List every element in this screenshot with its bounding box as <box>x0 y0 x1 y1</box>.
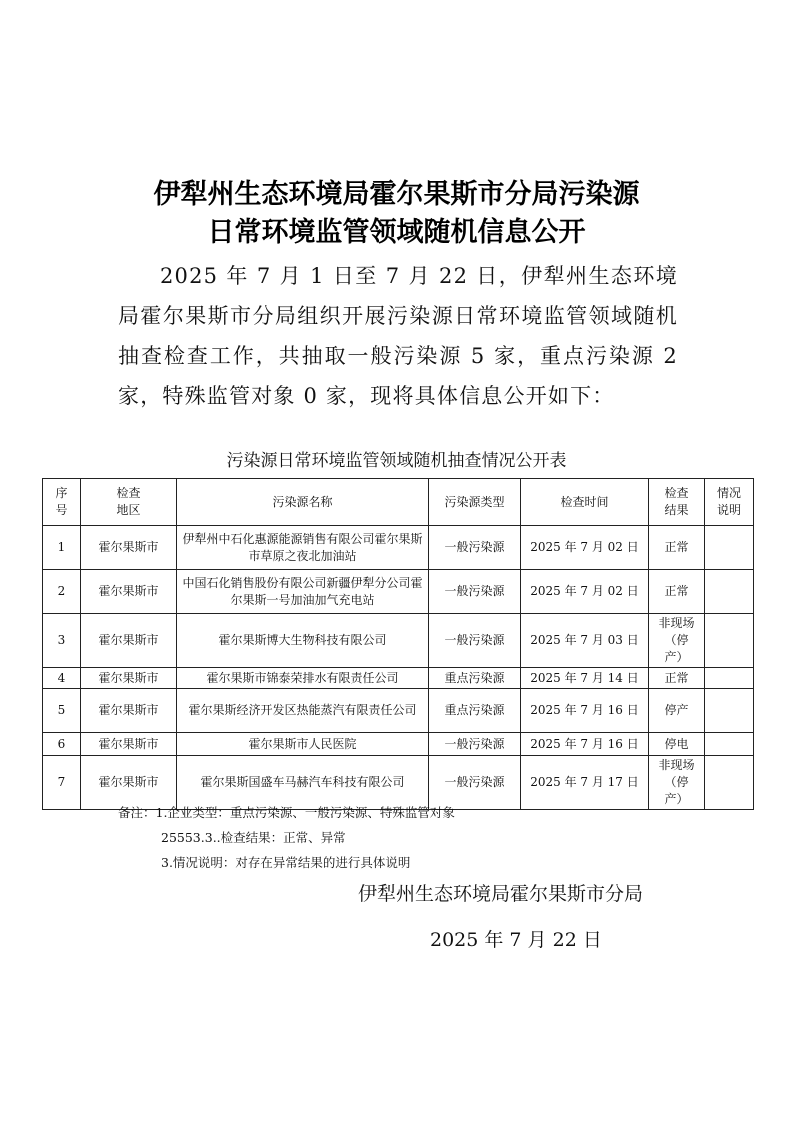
table-row <box>43 570 754 614</box>
cell-remark <box>705 570 754 614</box>
cell-time: 2025 年 7 月 02 日 <box>521 526 649 570</box>
cell-seq: 4 <box>43 668 81 689</box>
header-result <box>649 479 705 526</box>
cell-remark <box>705 689 754 733</box>
cell-type: 一般污染源 <box>429 570 521 614</box>
cell-area: 霍尔果斯市 <box>81 733 177 756</box>
header-result-label: 检查结果 <box>664 486 689 517</box>
header-name: 污染源名称 <box>177 479 429 526</box>
cell-seq: 6 <box>43 733 81 756</box>
intro-paragraph: 2025 年 7 月 1 日至 7 月 22 日，伊犁州生态环境局霍尔果斯市分局组织开展污染源日常环境监管领域随机抽查检查工作，共抽取一般污染源 5 家，重点污染源 2 家，特殊监管对象 0 家，现将具体信息公开如下： <box>118 264 678 408</box>
cell-time: 2025 年 7 月 16 日 <box>521 689 649 733</box>
header-type: 污染源类型 <box>429 479 521 526</box>
cell-name: 伊犁州中石化惠源能源销售有限公司霍尔果斯市草原之夜北加油站 <box>177 526 429 570</box>
cell-result <box>649 614 705 668</box>
notes-block <box>118 800 718 875</box>
cell-time: 2025 年 7 月 14 日 <box>521 668 649 689</box>
signature-org: 伊犁州生态环境局霍尔果斯市分局 <box>358 883 644 905</box>
note-line-3: 3.情况说明：对存在异常结果的进行具体说明 <box>161 855 411 870</box>
cell-type: 一般污染源 <box>429 756 521 810</box>
cell-result: 正常 <box>649 570 705 614</box>
cell-seq: 2 <box>43 570 81 614</box>
cell-name: 霍尔果斯市人民医院 <box>177 733 429 756</box>
signature-date: 2025 年 7 月 22 日 <box>430 929 602 951</box>
cell-area: 霍尔果斯市 <box>81 614 177 668</box>
cell-remark <box>705 614 754 668</box>
note-line-2: 25553.3..检查结果：正常、异常 <box>161 830 346 845</box>
table-row <box>43 689 754 733</box>
cell-type: 一般污染源 <box>429 614 521 668</box>
table-row <box>43 526 754 570</box>
cell-area: 霍尔果斯市 <box>81 689 177 733</box>
cell-name: 霍尔果斯国盛车马赫汽车科技有限公司 <box>177 756 429 810</box>
cell-time: 2025 年 7 月 16 日 <box>521 733 649 756</box>
cell-area: 霍尔果斯市 <box>81 570 177 614</box>
table-header-row <box>43 479 754 526</box>
cell-result-label: 非现场（停产） <box>658 758 695 806</box>
cell-remark <box>705 526 754 570</box>
title-line-1: 伊犁州生态环境局霍尔果斯市分局污染源 <box>153 179 640 210</box>
cell-result-label: 非现场（停产） <box>658 616 695 664</box>
document-title <box>0 176 793 252</box>
inspection-table <box>42 478 754 810</box>
cell-area: 霍尔果斯市 <box>81 756 177 810</box>
header-remark <box>705 479 754 526</box>
title-line-2: 日常环境监管领域随机信息公开 <box>207 217 586 248</box>
table-caption: 污染源日常环境监管领域随机抽查情况公开表 <box>226 451 567 471</box>
cell-name: 霍尔果斯博大生物科技有限公司 <box>177 614 429 668</box>
cell-type: 一般污染源 <box>429 526 521 570</box>
table-row <box>43 614 754 668</box>
header-seq <box>43 479 81 526</box>
cell-area: 霍尔果斯市 <box>81 668 177 689</box>
cell-result: 停电 <box>649 733 705 756</box>
header-area <box>81 479 177 526</box>
note-line-1: 备注：1.企业类型：重点污染源、一般污染源、特殊监管对象 <box>118 805 455 820</box>
cell-result: 停产 <box>649 689 705 733</box>
cell-time: 2025 年 7 月 03 日 <box>521 614 649 668</box>
cell-remark <box>705 733 754 756</box>
cell-name: 霍尔果斯市锦泰荣排水有限责任公司 <box>177 668 429 689</box>
table-row <box>43 668 754 689</box>
cell-type: 一般污染源 <box>429 733 521 756</box>
cell-result: 正常 <box>649 526 705 570</box>
cell-name: 中国石化销售股份有限公司新疆伊犁分公司霍尔果斯一号加油加气充电站 <box>177 570 429 614</box>
cell-seq: 1 <box>43 526 81 570</box>
header-remark-label: 情况说明 <box>716 486 741 517</box>
header-seq-label: 序号 <box>55 486 68 517</box>
header-time: 检查时间 <box>521 479 649 526</box>
cell-time: 2025 年 7 月 17 日 <box>521 756 649 810</box>
cell-result: 正常 <box>649 668 705 689</box>
cell-remark <box>705 668 754 689</box>
cell-seq: 5 <box>43 689 81 733</box>
cell-area: 霍尔果斯市 <box>81 526 177 570</box>
cell-time: 2025 年 7 月 02 日 <box>521 570 649 614</box>
cell-type: 重点污染源 <box>429 668 521 689</box>
cell-seq: 3 <box>43 614 81 668</box>
header-area-label: 检查地区 <box>116 486 141 517</box>
cell-seq: 7 <box>43 756 81 810</box>
cell-name: 霍尔果斯经济开发区热能蒸汽有限责任公司 <box>177 689 429 733</box>
table-row <box>43 733 754 756</box>
cell-type: 重点污染源 <box>429 689 521 733</box>
